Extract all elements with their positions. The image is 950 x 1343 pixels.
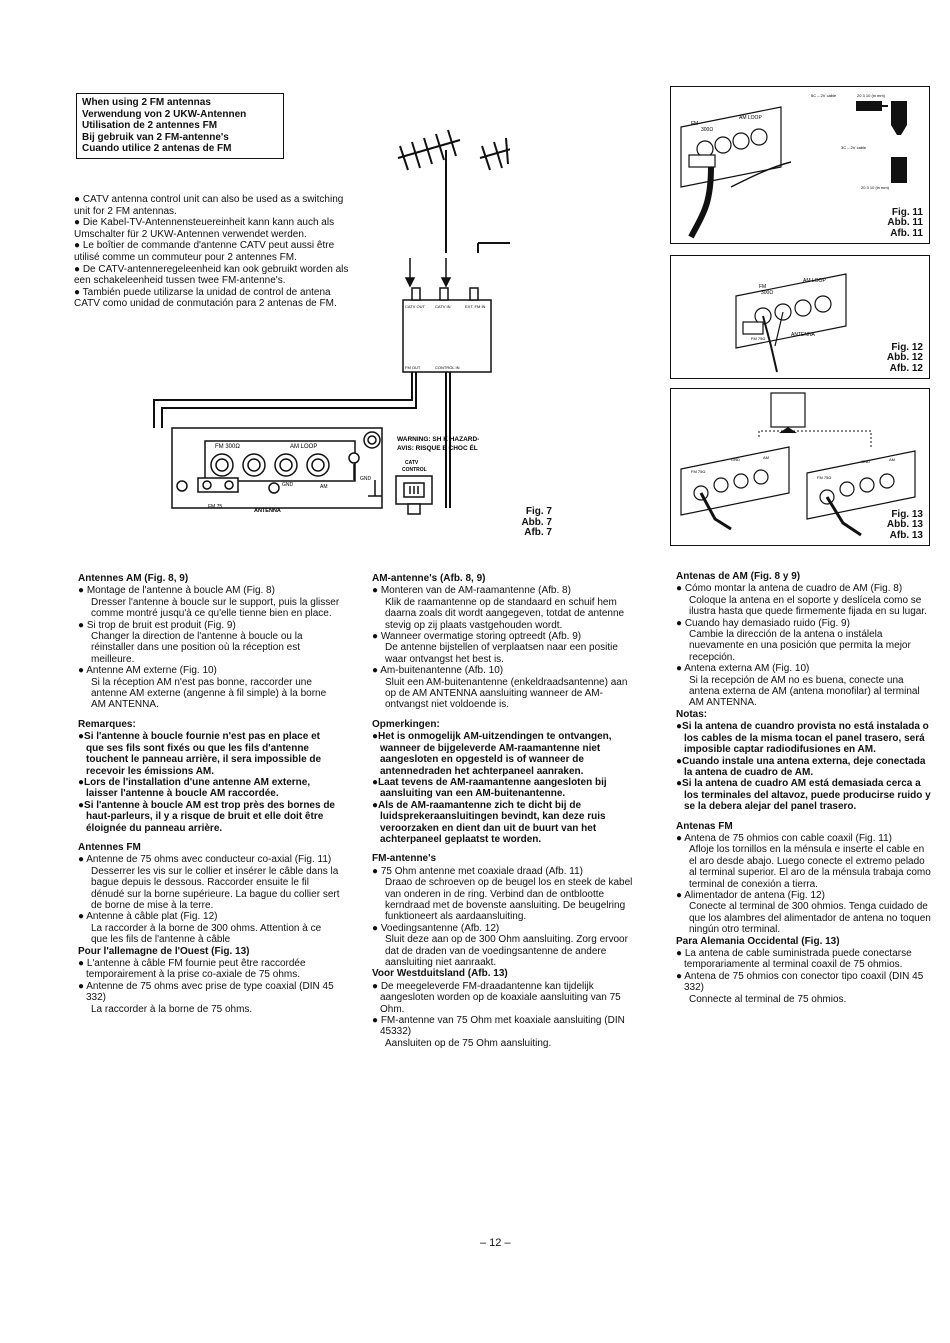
cable-label: 5C – 2V cable xyxy=(811,93,837,98)
header-line: Bij gebruik van 2 FM-antenne's xyxy=(82,131,229,143)
bullet-item: ● 75 Ohm antenne met coaxiale draad (Afb. 11) xyxy=(372,865,583,877)
indented-text: Sluit een AM-buitenantenne (enkeldraadsantenne) aan op de AM ANTENNA aansluiting wanneer de AM-ontvangst niet voldoende is. xyxy=(385,676,628,711)
note-item: ●Cuando instale una antena externa, deje conectada la antena de cuadro de AM. xyxy=(676,755,926,778)
catv-label: CATV xyxy=(405,460,419,466)
bullet-item: ● Si trop de bruit est produit (Fig. 9) xyxy=(78,619,236,631)
header-line: Utilisation de 2 antennes FM xyxy=(82,120,218,131)
indented-text: Afloje los tornillos en la ménsula e inserte el cable en el aro desde abajo. Luego conecte el extremo pelado al terminal superior. El aro de la ménsula trabaja como terminal de conexión a tierra. xyxy=(689,844,931,890)
fig-label-line: Afb. 11 xyxy=(890,227,923,239)
antenna-label: ANTENNA xyxy=(791,332,815,338)
cable-label: 3C – 2V cable xyxy=(841,145,867,150)
catv-box-label: CATV IN xyxy=(435,304,451,309)
note-item: ●Als de AM-raamantenne zich te dicht bij de luidsprekeraansluitingen bevindt, kan deze ruis veroorzaken en dient dan uit de buurt van het achterpaneel geplaatst te worden. xyxy=(372,799,606,845)
indented-text: Si la réception AM n'est pas bonne, raccorder une antenne AM externe (angenne à fil simple) à la borne AM ANTENNA. xyxy=(91,676,327,711)
fm-label: FM xyxy=(691,121,699,127)
note-item: ●Het is onmogelijk AM-uitzendingen te ontvangen, wanneer de bijgeleverde AM-raamantenne niet aangesloten en opgesteld is of wanneer de antennedraden het achterpaneel aanraken. xyxy=(372,731,612,777)
amloop-label: AM LOOP xyxy=(739,115,762,121)
bullet-item: ● Antena de 75 ohmios con cable coaxil (Fig. 11) xyxy=(676,832,892,844)
indented-text: Klik de raamantenne op de standaard en schuif hem daarna zoals dit wordt aangegeven, totdat de antenne stevig op zij plaats vastgehouden wordt. xyxy=(385,596,625,631)
bullet-item: ● Antenne AM externe (Fig. 10) xyxy=(78,665,217,677)
fig-label-line: Fig. 12 xyxy=(891,341,923,353)
header-line: Cuando utilice 2 antenas de FM xyxy=(82,143,232,154)
indented-text: Cambie la dirección de la antena o instálela nuevamente en una posición que permita la mejor recepción. xyxy=(689,629,911,663)
indented-text: Changer la direction de l'antenne à boucle ou la réinstaller dans une position où la réception est meilleure. xyxy=(91,631,303,665)
fm75-label: FM 75Ω xyxy=(751,336,766,341)
yagi-antenna-right-icon xyxy=(478,138,510,253)
gnd-label: GND xyxy=(861,459,870,464)
control-label: CONTROL xyxy=(402,467,427,473)
section-heading: Antennes AM (Fig. 8, 9) xyxy=(78,573,189,584)
indented-text: Draao de schroeven op de beugel los en steek de kabel van onderen in de ring. Verbind dan de ontblootte kerndraad met de bovenste aansluiting. De beugelring funktioneert als aardaansluiting. xyxy=(385,877,633,923)
bullet-item: ● Antenne de 75 ohms avec prise de type coaxial (DIN 45 332) xyxy=(78,980,334,1004)
warning-line: AVIS: RISQUE E CHOC ÉL xyxy=(397,445,478,452)
bullet-item: ● FM-antenne van 75 Ohm met koaxiale aansluiting (DIN 45332) xyxy=(372,1015,625,1038)
fig7-diagram xyxy=(150,128,510,540)
spacer xyxy=(372,711,638,719)
spacer xyxy=(78,834,340,842)
section-heading: Voor Westduitsland (Afb. 13) xyxy=(372,968,508,980)
fig13-box xyxy=(670,388,930,546)
spacer xyxy=(676,813,934,821)
fm75-label: FM 75Ω xyxy=(691,469,706,474)
fig7-label xyxy=(500,507,552,539)
fig-label-line: Abb. 7 xyxy=(521,516,552,528)
catv-box-label: EXT. FM IN xyxy=(465,304,486,309)
fig-label-line: Afb. 7 xyxy=(524,527,552,538)
fig11-label xyxy=(887,208,923,240)
am-loop-label: AM LOOP xyxy=(290,444,318,450)
fm-300-label: FM 300Ω xyxy=(215,444,240,450)
fig12-box xyxy=(670,255,930,379)
yagi-antenna-left-icon xyxy=(398,130,460,253)
fig-label-line: Afb. 12 xyxy=(889,362,923,374)
bullet-item: ● Antenne à câble plat (Fig. 12) xyxy=(78,911,218,923)
gnd2-label: GND xyxy=(360,476,372,482)
catv-control-box-icon xyxy=(403,288,491,372)
indented-text: La raccorder à la borne de 75 ohms. xyxy=(91,1003,253,1015)
section-heading: AM-antenne's (Afb. 8, 9) xyxy=(372,573,486,584)
catv-box-label: CONTROL IN xyxy=(435,365,460,370)
bullet-item: ● Montage de l'antenne à boucle AM (Fig. 8) xyxy=(78,585,275,597)
fig-label-line: Fig. 13 xyxy=(891,508,923,520)
fig-label-line: Abb. 12 xyxy=(886,352,923,363)
column-french xyxy=(78,573,340,1015)
receiver-rear-panel-icon xyxy=(172,428,382,508)
indented-text: Si la recepción de AM no es buena, conecte una antena externa de AM (antena monofilar) al terminal AM ANTENNA. xyxy=(689,674,920,709)
section-heading: Antenas FM xyxy=(676,820,733,832)
fm300-label: 300Ω xyxy=(701,127,714,133)
indented-text: De antenne bijstellen of verplaatsen naar een positie waar ontvangst het best is. xyxy=(385,642,618,665)
section-heading: Pour l'allemagne de l'Ouest (Fig. 13) xyxy=(78,945,250,957)
note-item: ●Si l'antenne à boucle AM est trop près des bornes de haut-parleurs, il y a risque de bruit et elle doit être éloignée du panneau arrière. xyxy=(78,799,335,834)
bullet-item: ● Antenne de 75 ohms avec conducteur co-axial (Fig. 11) xyxy=(78,854,332,866)
am-label: AM xyxy=(763,455,769,460)
fig11-box xyxy=(670,86,930,244)
note-item: ●Si l'antenne à boucle fournie n'est pas en place et que ses fils sont fixés ou que les fils d'antenne touchent le panneau arrière, il sera impossible de recevoir les émissions AM. xyxy=(78,731,322,777)
am-label: AM xyxy=(320,484,328,490)
am-label: AM xyxy=(889,457,895,462)
intro-item: ● De CATV-antenneregeleenheid kan ook gebruikt worden als een schakeleenheid tussen twee FM-antenne's. xyxy=(74,263,349,287)
fm-label: FM xyxy=(759,284,767,290)
fig-label-line: Fig. 7 xyxy=(525,506,552,517)
section-heading: Opmerkingen: xyxy=(372,718,440,730)
catv-box-label: CATV OUT xyxy=(405,304,425,309)
section-heading: Notas: xyxy=(676,708,708,720)
indented-text: Aansluiten op de 75 Ohm aansluiting. xyxy=(385,1037,552,1049)
header-line: Verwendung von 2 UKW-Antennen xyxy=(82,108,247,120)
fig-label-line: Fig. 11 xyxy=(891,206,923,218)
note-item: ●Lors de l'installation d'une antenne AM externe, laisser l'antenne à boucle AM raccordée. xyxy=(78,776,311,800)
bullet-item: ● Cómo montar la antena de cuadro de AM (Fig. 8) xyxy=(676,583,903,595)
gnd-label: GND xyxy=(731,457,740,462)
catv-control-socket-icon xyxy=(396,476,432,514)
fm75-label: FM 75Ω xyxy=(817,475,832,480)
section-heading: Para Alemania Occidental (Fig. 13) xyxy=(676,935,840,947)
bullet-item: ● L'antenne à câble FM fournie peut être raccordée temporairement à la prise co-axiale de 75 ohms. xyxy=(78,958,306,981)
warning-line: WARNING: SH K HAZARD- xyxy=(397,436,480,443)
intro-item: ● Le boîtier de commande d'antenne CATV peut aussi être utilisé comme un commuteur pour 2 antennes FM. xyxy=(74,240,335,263)
indented-text: Dresser l'antenne à boucle sur le support, puis la glisser comme montré jusqu'à ce qu'elle tienne bien en place. xyxy=(91,596,340,620)
bullet-item: ● Cuando hay demasiado ruido (Fig. 9) xyxy=(676,617,850,629)
column-spanish xyxy=(676,571,934,1005)
section-heading: FM-antenne's xyxy=(372,853,437,865)
section-heading: Antenas de AM (Fig. 8 y 9) xyxy=(676,571,801,582)
note-item: ●Si la antena de cuadro AM está demasiada cerca a los terminales del altavoz, puede producirse ruido y se la debera alejar del panel trasero. xyxy=(676,778,931,813)
intro-item: ● CATV antenna control unit can also be used as a switching unit for 2 FM antennas. xyxy=(74,194,344,217)
spacer xyxy=(78,711,340,719)
header-line: When using 2 FM antennas xyxy=(82,97,211,108)
bullet-item: ● De meegeleverde FM-draadantenne kan tijdelijk aangesloten worden op de koaxiale aansluiting van 75 Ohm. xyxy=(372,980,621,1015)
dims-label: 20 3 10 (in mm) xyxy=(857,93,886,98)
bullet-item: ● Voedingsantenne (Afb. 12) xyxy=(372,922,500,934)
indented-text: Conecte al terminal de 300 ohmios. Tenga cuidado de que los alambres del alimentador de antena no toquen ningún otro terminal. xyxy=(689,901,931,936)
page-number: – 12 – xyxy=(480,1237,511,1249)
dims-label: 20 3 10 (in mm) xyxy=(861,185,890,190)
amloop-label: AM LOOP xyxy=(803,278,826,284)
indented-text: La raccorder à la borne de 300 ohms. Attention à ce que les fils de l'antenne à câble xyxy=(91,922,322,946)
section-heading: Remarques: xyxy=(78,718,136,730)
bullet-item: ● Am-buitenantenne (Afb. 10) xyxy=(372,665,504,677)
indented-text: Connecte al terminal de 75 ohmios. xyxy=(689,993,847,1005)
fm300-label: 300Ω xyxy=(761,290,774,296)
fig-label-line: Afb. 13 xyxy=(889,529,923,541)
catv-box-label: FM OUT xyxy=(405,365,421,370)
indented-text: Desserrer les vis sur le collier et insérer le câble dans la bague depuis le dessous. Raccorder ensuite le fil dénudé sur la borne supérieure. La bague du collier sert de borne de mise à la terre. xyxy=(91,865,340,911)
intro-item: ● También puede utilizarse la unidad de control de antena CATV como unidad de conmutación para 2 antenas de FM. xyxy=(74,286,337,310)
indented-text: Coloque la antena en el soporte y deslícela como se ilustra hasta que quede firmemente fijada en su lugar. xyxy=(689,594,927,618)
fig-label-line: Abb. 11 xyxy=(887,217,923,228)
antenna-label: ANTENNA xyxy=(254,508,281,514)
indented-text: Sluit deze aan op de 300 Ohm aansluiting. Zorg ervoor dat de draden van de voedingsantenne de andere aansluiting niet aanraakt. xyxy=(385,934,628,968)
fig12-label xyxy=(887,343,923,375)
gnd-label: GND xyxy=(282,482,294,488)
bullet-item: ● Alimentador de antena (Fig. 12) xyxy=(676,889,825,901)
bullet-item: ● La antena de cable suministrada puede conectarse temporariamente al terminal coaxil de 75 ohmios. xyxy=(676,948,912,971)
bullet-item: ● Antena de 75 ohmios con conector tipo coaxil (DIN 45 332) xyxy=(676,970,924,994)
fm75-label: FM 75 xyxy=(208,504,223,510)
column-dutch xyxy=(372,573,638,1049)
section-heading: Antennes FM xyxy=(78,841,141,853)
note-item: ●Laat tevens de AM-raamantenne aangesloten bij aansluiting van een AM-buitenantenne. xyxy=(372,776,607,800)
fig13-label xyxy=(887,510,923,542)
fig-label-line: Abb. 13 xyxy=(886,519,923,530)
bullet-item: ● Antena externa AM (Fig. 10) xyxy=(676,663,810,675)
spacer xyxy=(372,845,638,853)
note-item: ●Si la antena de cuandro provista no está instalada o los cables de la misma tocan el panel trasero, será imposible captar radiodifusiones en AM. xyxy=(676,721,929,756)
bullet-item: ● Monteren van de AM-raamantenne (Afb. 8) xyxy=(372,585,571,597)
intro-item: ● Die Kabel-TV-Antennensteuereinheit kann kann auch als Umschalter für 2 UKW-Antennen verwendet werden. xyxy=(74,217,335,240)
bullet-item: ● Wanneer overmatige storing optreedt (Afb. 9) xyxy=(372,631,582,643)
